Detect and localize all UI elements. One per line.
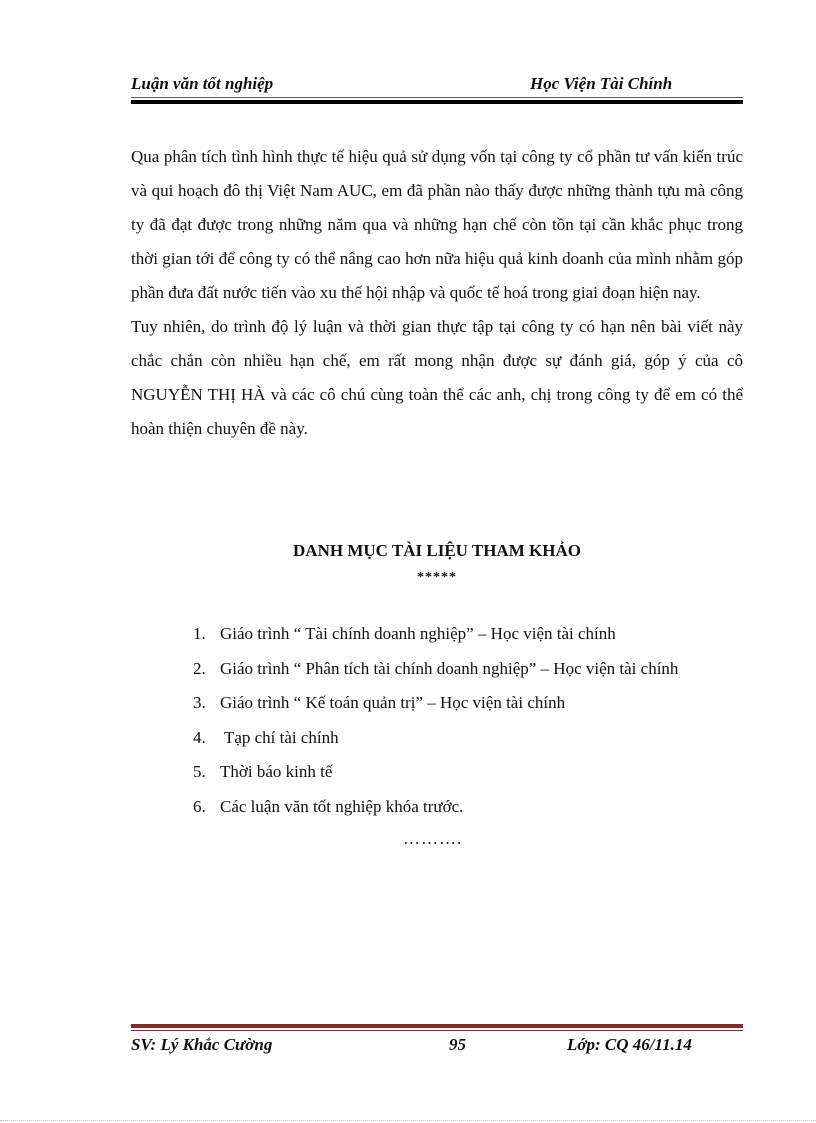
- page-edge-dotted-line: [0, 1120, 816, 1121]
- reference-text: Giáo trình “ Phân tích tài chính doanh nghiệp” – Học viện tài chính: [220, 658, 679, 678]
- reference-item: [193, 793, 678, 828]
- paragraph-conclusion: Qua phân tích tình hình thực tế hiệu quả sử dụng vốn tại công ty cổ phần tư vấn kiến trúc và qui hoạch đô thị Việt Nam AUC, em đã phần nào thấy được những thành tựu mà công ty đã đạt được trong những năm qua và những hạn chế còn tồn tại cần khắc phục trong thời gian tới để công ty có thể nâng cao hơn nữa hiệu quả kinh doanh của mình nhằm góp phần đưa đất nước tiến vào xu thế hội nhập và quốc tế hoá trong giai đoạn hiện nay.: [131, 147, 743, 302]
- header-rule-thick: [131, 100, 743, 104]
- page-footer: [131, 1035, 743, 1065]
- footer-rule-thick: [131, 1024, 743, 1028]
- header-thesis-label: Luận văn tốt nghiệp: [131, 74, 274, 93]
- reference-item: [193, 620, 678, 655]
- reference-item: [193, 724, 678, 759]
- reference-number: 6.: [193, 796, 206, 816]
- reference-text: Thời báo kinh tế: [220, 762, 333, 781]
- reference-number: 3.: [193, 693, 206, 712]
- reference-number: 2.: [193, 658, 206, 678]
- reference-number: 4.: [193, 727, 206, 747]
- reference-text: Giáo trình “ Tài chính doanh nghiệp” – Học viện tài chính: [220, 624, 616, 643]
- reference-number: 5.: [193, 762, 206, 781]
- reference-text: Giáo trình “ Kế toán quản trị” – Học viện tài chính: [220, 693, 566, 712]
- references-stars: *****: [417, 570, 457, 585]
- reference-item: [193, 655, 678, 690]
- reference-number: 1.: [193, 624, 206, 643]
- header-rule-thin: [131, 97, 743, 98]
- footer-student-name: SV: Lý Khắc Cường: [131, 1035, 273, 1054]
- references-ellipsis: ……….: [403, 829, 463, 848]
- footer-rule-thin: [131, 1030, 743, 1031]
- references-list: [193, 620, 678, 827]
- paragraph-acknowledgement: Tuy nhiên, do trình độ lý luận và thời gian thực tập tại công ty có hạn nên bài viết này chắc chắn còn nhiều hạn chế, em rất mong nhận được sự đánh giá, góp ý của cô NGUYỄN THỊ HÀ và các cô chú cùng toàn thể các anh, chị trong công ty để em có thể hoàn thiện chuyên đề này.: [131, 317, 743, 438]
- page-number: 95: [449, 1035, 466, 1054]
- header-institution: Học Viện Tài Chính: [530, 74, 673, 93]
- reference-text: Các luận văn tốt nghiệp khóa trước.: [220, 796, 464, 816]
- conclusion-text: [131, 140, 743, 446]
- footer-class: Lớp: CQ 46/11.14: [567, 1035, 692, 1054]
- reference-item: [193, 758, 678, 793]
- reference-text: Tạp chí tài chính: [220, 727, 339, 747]
- reference-item: [193, 689, 678, 724]
- references-title: DANH MỤC TÀI LIỆU THAM KHẢO: [293, 541, 581, 560]
